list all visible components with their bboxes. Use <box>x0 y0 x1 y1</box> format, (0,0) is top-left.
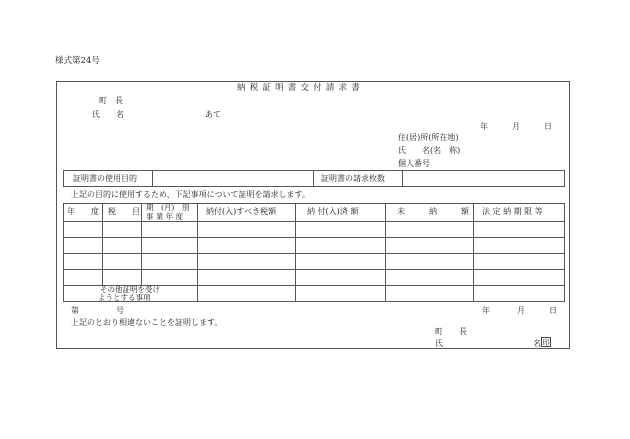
request-date-day: 日 <box>544 122 552 131</box>
applicant-id-label: 個人番号 <box>398 159 430 168</box>
certificate-date-month: 月 <box>517 306 525 315</box>
addressee-name: 氏 名 <box>92 110 124 119</box>
header-unpaid: 未 納 額 <box>397 207 469 216</box>
certificate-mayor: 町 長 <box>435 327 467 336</box>
certificate-statement: 上記のとおり相違ないことを証明します。 <box>71 318 223 327</box>
header-payable: 納付(入)すべき税額 <box>206 207 277 216</box>
certificate-no-label: 第 <box>71 306 79 315</box>
certificate-name: 氏 <box>435 339 443 348</box>
purpose-field[interactable] <box>153 171 312 186</box>
header-year: 年 度 <box>67 207 99 216</box>
request-date-year: 年 <box>480 122 488 131</box>
form-number: 様式第24号 <box>55 56 100 66</box>
request-count-field[interactable] <box>403 171 564 186</box>
other-matters-line2: ようとする事項 <box>98 293 151 302</box>
header-period-line1: 期 (月) 別 <box>146 203 190 212</box>
purpose-label: 証明書の使用目的 <box>73 174 137 183</box>
request-count-label: 証明書の請求枚数 <box>321 174 385 183</box>
header-arrears: 法 定 納 期 限 等 <box>482 207 543 216</box>
addressee-ate: あて <box>205 110 221 119</box>
certificate-go-label: 号 <box>116 306 124 315</box>
seal-mark: 印 <box>542 338 550 347</box>
request-statement: 上記の目的に使用するため、下記事項について証明を請求します。 <box>71 190 310 199</box>
applicant-address-label: 住(居)所(所在地) <box>398 133 459 142</box>
form-title: 納税証明書交付請求書 <box>237 83 365 93</box>
other-matters-line1: その他証明を受け <box>100 285 160 294</box>
header-period-line2: 事 業 年 度 <box>146 212 184 221</box>
addressee-mayor: 町 長 <box>99 96 123 105</box>
certificate-seal-prefix: 名 <box>533 339 541 348</box>
certificate-date-year: 年 <box>482 306 490 315</box>
certificate-date-day: 日 <box>549 306 557 315</box>
request-date-month: 月 <box>512 122 520 131</box>
header-paid: 納 付(入)済 額 <box>307 207 359 216</box>
header-tax-item: 税 目 <box>108 207 140 216</box>
applicant-name-label: 氏 名(名 称) <box>398 146 461 155</box>
